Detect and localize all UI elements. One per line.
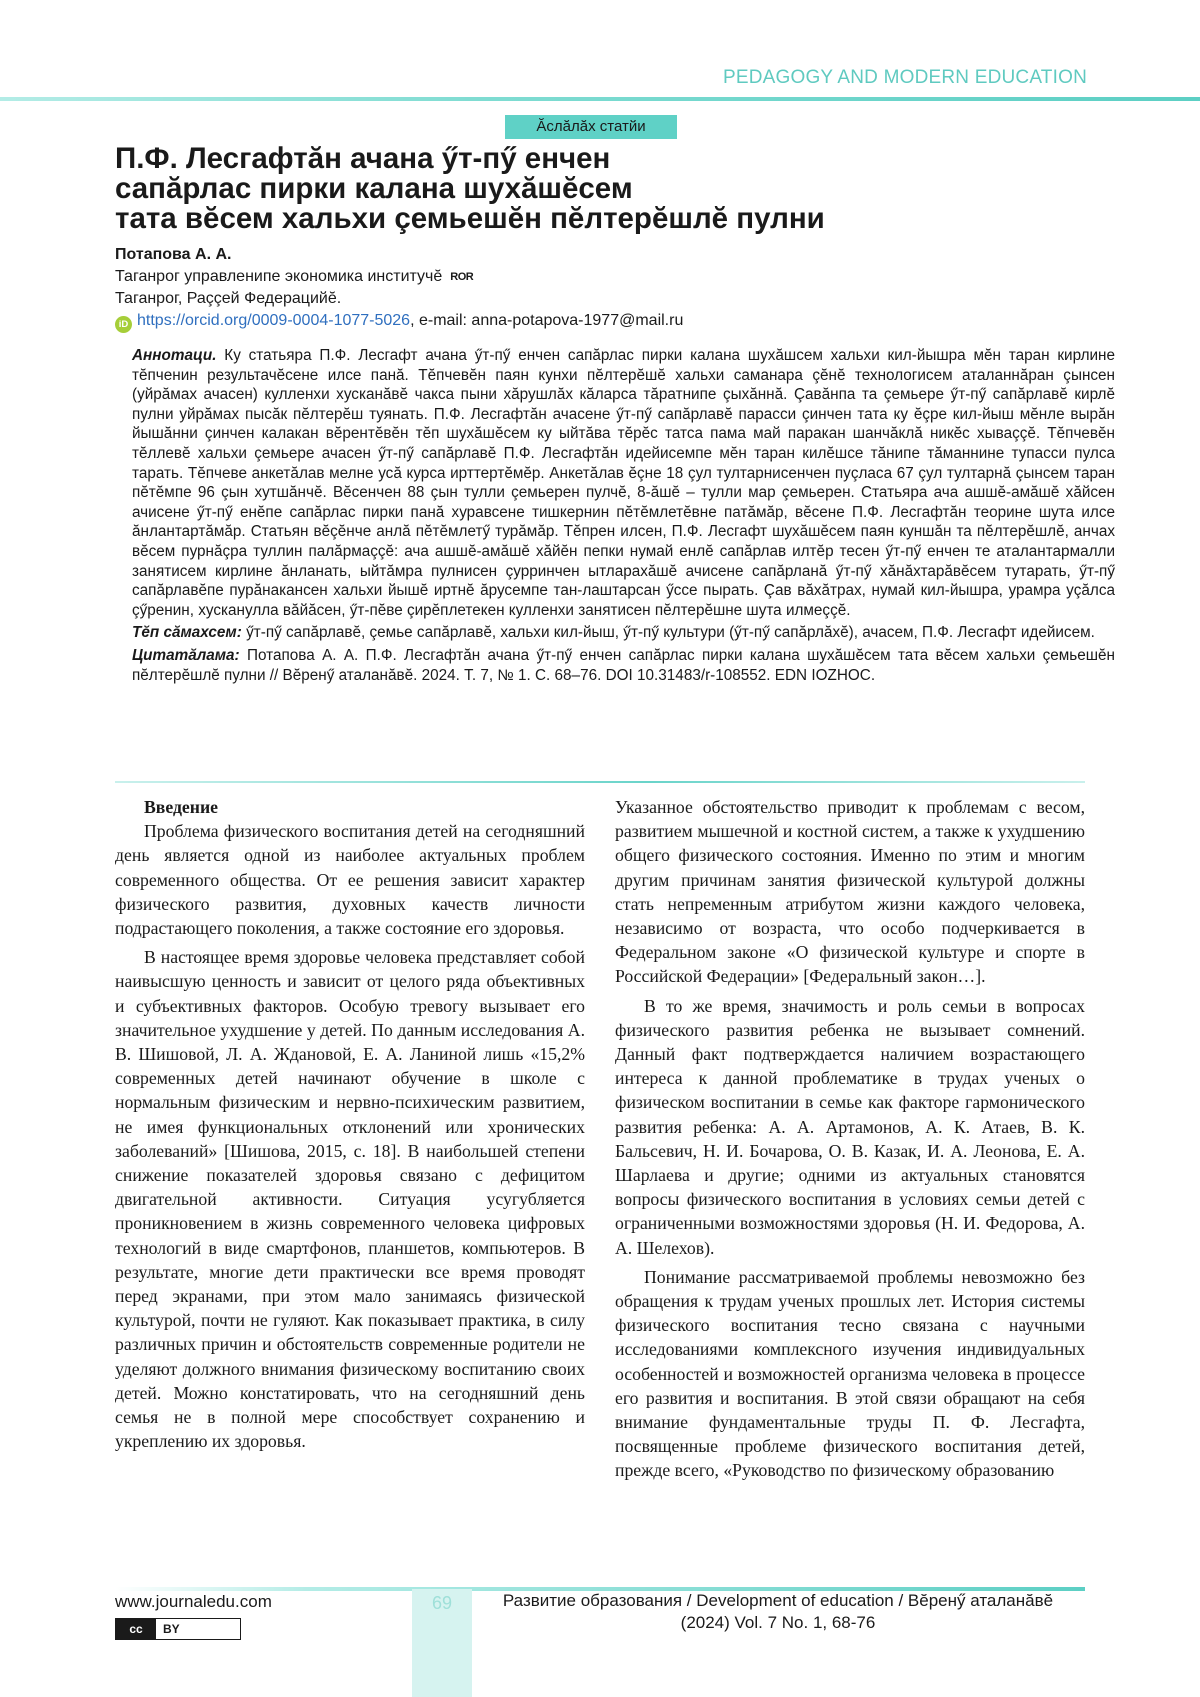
- author-block: [115, 244, 1105, 333]
- section-divider: [115, 781, 1085, 783]
- abstract-block: [115, 346, 1115, 688]
- journal-name: PEDAGOGY AND MODERN EDUCATION: [722, 67, 1087, 88]
- body-paragraph: Понимание рассматриваемой проблемы невозможно без обращения к трудам ученых прошлых лет. История системы физического воспитания тесно связана с научными исследованиями комплексного изучения индивидуальных особенностей и возможностей организма человека в процессе его развития и воспитания. В этой связи обращают на себя внимание фундаментальные труды П. Ф. Лесгафта, посвященные проблеме физического воспитания детей, прежде всего, «Руководство по физическому образованию: [615, 1266, 1085, 1481]
- article-title: [115, 144, 1015, 234]
- cc-by-license-icon[interactable]: [115, 1618, 241, 1640]
- footer-journal-title: Развитие образования / Development of education / Вĕренӳ аталанăвĕ: [502, 1591, 1054, 1610]
- email-text: , e-mail: anna-potapova-1977@mail.ru: [410, 311, 684, 329]
- abstract: [115, 346, 1115, 620]
- title-line: тата вĕсем хальхи çемьешĕн пĕлтерĕшлĕ пулни: [115, 202, 825, 235]
- section-badge: Ăслăлăх статйи: [505, 115, 677, 139]
- page-number: 69: [431, 1593, 453, 1613]
- title-line: П.Ф. Лесгафтăн ачана ӳт-пӳ енчен: [115, 142, 611, 175]
- contact-line: [115, 310, 1105, 333]
- citation-label: Цитатăлама:: [132, 646, 240, 664]
- author-location: Таганрог, Раççей Федерацийĕ.: [115, 290, 342, 307]
- affiliation-text: Таганрог управленипе экономика институчĕ: [115, 267, 443, 285]
- by-label: BY: [163, 1622, 180, 1636]
- orcid-icon: iD: [115, 316, 132, 333]
- right-column: [615, 795, 1085, 1488]
- keywords-text: ӳт-пӳ сапăрлавĕ, çемье сапăрлавĕ, хальхи кил-йыш, ӳт-пӳ культури (ӳт-пӳ сапăрлăхĕ), ачасем, П.Ф. Лесгафт идейисем.: [246, 624, 1095, 642]
- body-paragraph: Указанное обстоятельство приводит к проблемам с весом, развитием мышечной и костной систем, а также к ухудшению общего физического состояния. Именно по этим и многим другим причинам занятия физической культурой должны стать непременным атрибутом жизни каждого человека, независимо от возраста, что особо подчеркивается в Федеральном законе «О физической культуре и спорте в Российской Федерации» [Федеральный закон…].: [615, 797, 1085, 987]
- body-paragraph: Проблема физического воспитания детей на сегодняшний день является одной из наиболее актуальных проблем современного общества. От ее решения зависит характер физического развития, духовных качеств личности подрастающего поколения, а также состояние его здоровья.: [115, 821, 585, 939]
- body-paragraph: В то же время, значимость и роль семьи в вопросах физического развития ребенка не вызывает сомнений. Данный факт подтверждается наличием возрастающего интереса к данной проблематике в трудах ученых о физическом воспитании в семье как факторе гармонического развития ребенка: А. А. Артамонов, А. К. Атаев, В. К. Бальсевич, Н. И. Бочарова, О. В. Казак, И. А. Леонова, Е. А. Шарлаева и другие; одними из актуальных становятся вопросы физического воспитания в условиях семьи детей с ограниченными возможностями здоровья (Н. И. Федорова, А. А. Шелехов).: [615, 995, 1085, 1258]
- citation-text: Потапова А. А. П.Ф. Лесгафтăн ачана ӳт-пӳ енчен сапăрлас пирки калана шухăшĕсем тата вĕсем хальхи çемьешĕн пĕлтерĕшлĕ пулни // Вĕренӳ аталанăвĕ. 2024. Т. 7, № 1. С. 68–76. DOI 10.31483/r-108552. EDN IOZHOC.: [132, 646, 1116, 684]
- footer-journal-issue: (2024) Vol. 7 No. 1, 68-76: [680, 1613, 876, 1632]
- cc-icon: cc: [116, 1619, 156, 1639]
- orcid-link[interactable]: https://orcid.org/0009-0004-1077-5026: [137, 311, 411, 329]
- header-rule: [0, 97, 1200, 101]
- title-line: сапăрлас пирки калана шухăшĕсем: [115, 172, 633, 205]
- keywords: [115, 623, 1115, 643]
- author-name: Потапова А. А.: [115, 246, 232, 263]
- journal-site-link[interactable]: www.journaledu.com: [115, 1592, 272, 1611]
- body-paragraph: В настоящее время здоровье человека представляет собой наивысшую ценность и зависит от целого ряда объективных и субъективных факторов. Особую тревогу вызывает его значительное ухудшение у детей. По данным исследования А. В. Шишовой, Л. А. Ждановой, Е. А. Ланиной лишь «15,2% современных детей начинают обучение в школе с нормальным физическим и нервно-психическим развитием, не имея функциональных отклонений или хронических заболеваний» [Шишова, 2015, с. 18]. В наибольшей степени снижение показателей здоровья связано с дефицитом двигательной активности. Ситуация усугубляется проникновением в жизнь современного человека цифровых технологий в виде смартфонов, планшетов, компьютеров. В результате, многие дети практически все время проводят перед экранами, при этом мало занимаясь физической культурой, почти не гуляют. Как показывает практика, в силу различных причин и обстоятельств современные родители не уделяют должного внимания физическому воспитанию своих детей. Можно констатировать, что на сегодняшний день семья не в полной мере способствует сохранению и укреплению их здоровья.: [115, 947, 585, 1452]
- footer-journal: [478, 1590, 1078, 1634]
- section-heading: Введение: [144, 797, 218, 817]
- affiliation: [115, 266, 1105, 289]
- left-column: [115, 795, 585, 1458]
- ror-icon[interactable]: ROR: [450, 270, 474, 283]
- citation: [115, 646, 1115, 685]
- keywords-label: Тĕп сăмахсем:: [132, 624, 242, 642]
- abstract-label: Аннотаци.: [132, 347, 217, 364]
- abstract-text: Ку статьяра П.Ф. Лесгафт ачана ӳт-пӳ енчен сапăрлас пирки калана шухăшсем хальхи кил-йышра мĕн таран кирлине тĕпченин результачĕсене илсе панă. Тĕпчевĕн паян кунхи пĕлтерĕшĕ хальхи саманара çĕнĕ технологисем аталаннăран çынсен (уйрăмах ачасен) кулленхи хусканăвĕ чакса пыни хăрушлăх кăларса тăратнипе çыхăннă. Çавăнпа та çемьере ӳт-пӳ сапăрлавĕ кирлĕ пулни уйрăмах пысăк пĕлтерĕш туянать. П.Ф. Лесгафтăн ачасене ӳт-пӳ сапăрлавĕ парасси çинчен тата ку ĕçре кил-йыш мĕнле вырăн йышăнни çинчен калакан вĕрентĕвĕн тĕп шухăшĕсем ку ыйтăва тĕрĕс татса пама май паракан шанчăклă никĕс хываççĕ. Тĕпчевĕн тĕллевĕ хальхи çемьере ачасен ӳт-пӳ сапăрлавĕ П.Ф. Лесгафтăн идейисемпе мĕн таран килĕшсе тăнипе тăманнине тупасси пулса тарать. Тĕпчеве анкетăлав мелне усă курса ирттертĕмĕр. Анкетăлав ĕçне 18 çул тултарнисенчен пуçласа 67 çул тултарнă çынсем таран пĕтĕмпе 96 çын хутшăнчĕ. Вĕсенчен 88 çын тулли çемьерен пулчĕ, 8-ăшĕ – тулли мар çемьерен. Статьяра ача ашшĕ-амăшĕ хăйсен ачисене ӳт-пӳ енĕпе сапăрлас пирки панă хуравсене тишкернин пĕтĕмлетĕвне патăмăр, вĕсене П.Ф. Лесгафтăн теорине шута илсе ăнлантартăмăр. Статьян вĕçĕнче анлă пĕтĕмлетӳ турăмăр. Тĕпрен илсен, П.Ф. Лесгафт шухăшĕсем паян куншăн та пĕлтерĕшлĕ, анчах вĕсем пурнăçра туллин палăрмаççĕ: ача ашшĕ-амăшĕ хăйĕн пепки нумай енлĕ сапăрлав илтĕр тесен ӳт-пӳ енчен те аталантармалли занятисем кирлине ăнланать, ыйтăмра пулнисен çурринчен ытларахăшĕ ачисене сапăрланă ӳт-пӳ хăнăхтарăвĕсем тутарать, ӳт-пӳ сапăрлавĕпе пурăнакансен хальхи йышĕ иртнĕ ăрусемпе тан-лаштарсан ӳссе пырать. Çав вăхăтрах, нумай кил-йышра, урамра уçăлса çӳренин, хусканулла вăйăсен, ӳт-пĕве çирĕплетекен кулленхи занятисен пĕлтерĕшне шута илмеççĕ.: [132, 347, 1115, 619]
